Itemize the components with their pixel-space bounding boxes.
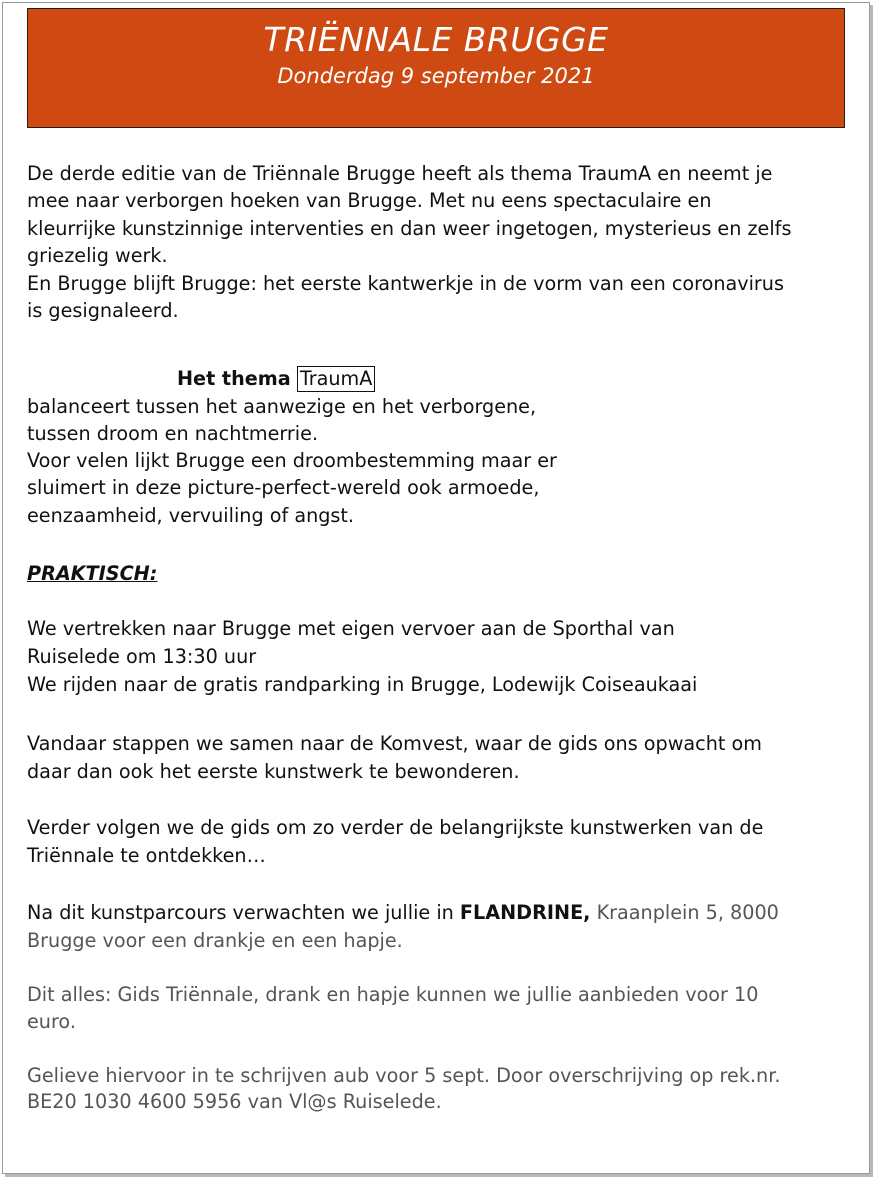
- intro-line: En Brugge blijft Brugge: het eerste kantwerkje in de vorm van een coronavirus: [27, 272, 784, 295]
- venue-address: Kraanplein 5, 8000: [590, 901, 779, 924]
- practical-line: Triënnale te ontdekken…: [27, 844, 266, 867]
- practical-line: daar dan ook het eerste kunstwerk te bewonderen.: [27, 760, 520, 783]
- theme-line: eenzaamheid, vervuiling of angst.: [27, 504, 355, 527]
- intro-line: De derde editie van de Triënnale Brugge heeft als thema TraumA en neemt je: [27, 162, 773, 185]
- intro-line: griezelig werk.: [27, 244, 168, 267]
- theme-heading: [177, 365, 375, 392]
- theme-line: sluimert in deze picture-perfect-wereld ook armoede,: [27, 476, 540, 499]
- theme-line: balanceert tussen het aanwezige en het verborgene,: [27, 395, 537, 418]
- event-date: Donderdag 9 september 2021: [277, 64, 595, 88]
- theme-label: Het thema: [177, 367, 291, 390]
- venue-pre: Na dit kunstparcours verwachten we jullie in: [27, 901, 460, 924]
- practical-line: We rijden naar de gratis randparking in Brugge, Lodewijk Coiseaukaai: [27, 673, 698, 696]
- registration-line: Gelieve hiervoor in te schrijven aub voor 5 sept. Door overschrijving op rek.nr.: [27, 1064, 781, 1087]
- registration-line: BE20 1030 4600 5956 van Vl@s Ruiselede.: [27, 1090, 442, 1113]
- theme-line: tussen droom en nachtmerrie.: [27, 422, 319, 445]
- practical-line: We vertrekken naar Brugge met eigen vervoer aan de Sporthal van: [27, 617, 675, 640]
- practical-heading: PRAKTISCH:: [27, 562, 158, 585]
- practical-line: Vandaar stappen we samen naar de Komvest, waar de gids ons opwacht om: [27, 732, 762, 755]
- practical-line: Verder volgen we de gids om zo verder de belangrijkste kunstwerken van de: [27, 816, 764, 839]
- intro-line: mee naar verborgen hoeken van Brugge. Met nu eens spectaculaire en: [27, 189, 712, 212]
- price-line: Dit alles: Gids Triënnale, drank en hapje kunnen we jullie aanbieden voor 10: [27, 983, 759, 1006]
- practical-line: Ruiselede om 13:30 uur: [27, 645, 257, 668]
- theme-line: Voor velen lijkt Brugge een droombestemming maar er: [27, 449, 557, 472]
- price-line: euro.: [27, 1010, 76, 1033]
- intro-line: is gesignaleerd.: [27, 299, 179, 322]
- venue-line-2: Brugge voor een drankje en een hapje.: [27, 929, 403, 952]
- page-title: TRIËNNALE BRUGGE: [263, 20, 609, 59]
- theme-name-box: TraumA: [297, 366, 376, 392]
- intro-line: kleurrijke kunstzinnige interventies en dan weer ingetogen, mysterieus en zelfs: [27, 217, 792, 240]
- header-banner: [27, 8, 845, 128]
- venue-name: FLANDRINE,: [459, 901, 591, 924]
- document-page: [2, 2, 870, 1174]
- venue-line: [27, 899, 779, 926]
